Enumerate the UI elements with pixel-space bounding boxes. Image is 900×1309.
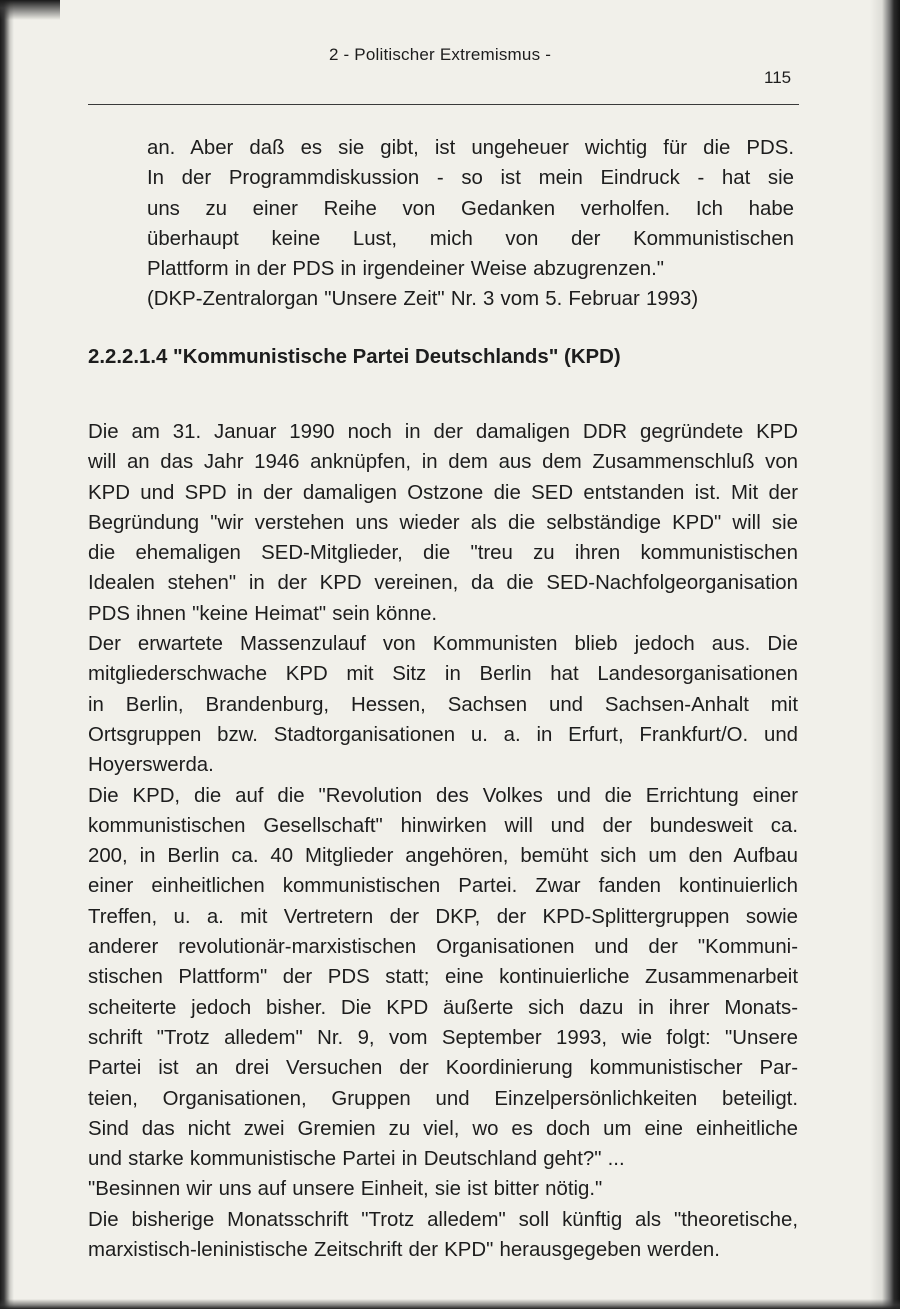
body-line: stischen Plattform" der PDS statt; eine kontinuierliche Zusammenarbeit <box>88 966 798 989</box>
scan-edge-right <box>870 0 900 1309</box>
body-line: scheiterte jedoch bisher. Die KPD äußerte sich dazu in ihrer Monats- <box>88 996 798 1019</box>
page-number: 115 <box>764 68 792 87</box>
body-line: Die KPD, die auf die "Revolution des Volkes und die Errichtung einer <box>88 784 798 807</box>
body-line: teien, Organisationen, Gruppen und Einzelpersönlichkeiten beteiligt. <box>88 1087 798 1110</box>
body-line: will an das Jahr 1946 anknüpfen, in dem aus dem Zusammenschluß von <box>88 451 798 474</box>
scan-edge-left <box>0 0 14 1309</box>
body-line: die ehemaligen SED-Mitglieder, die "treu zu ihren kommunistischen <box>88 542 798 565</box>
body-text <box>88 417 798 1265</box>
body-line: anderer revolutionär-marxistischen Organisationen und der "Kommuni- <box>88 936 798 959</box>
body-line: in Berlin, Brandenburg, Hessen, Sachsen und Sachsen-Anhalt mit <box>88 693 798 716</box>
body-line: und starke kommunistische Partei in Deutschland geht?" ... <box>88 1148 625 1171</box>
body-line: marxistisch-leninistische Zeitschrift der KPD" herausgegeben werden. <box>88 1239 720 1262</box>
scan-edge-bottom <box>0 1299 900 1309</box>
body-line: schrift "Trotz alledem" Nr. 9, vom September 1993, wie folgt: "Unsere <box>88 1026 798 1049</box>
body-line: Ortsgruppen bzw. Stadtorganisationen u. a. in Erfurt, Frankfurt/O. und <box>88 723 798 746</box>
body-line: KPD und SPD in der damaligen Ostzone die SED entstanden ist. Mit der <box>88 481 798 504</box>
quote-line: überhaupt keine Lust, mich von der Kommunistischen <box>147 227 794 250</box>
body-line: "Besinnen wir uns auf unsere Einheit, sie ist bitter nötig." <box>88 1178 603 1201</box>
body-line: Die bisherige Monatsschrift "Trotz alledem" soll künftig als "theoretische, <box>88 1208 798 1231</box>
section-heading: 2.2.2.1.4 "Kommunistische Partei Deutschlands" (KPD) <box>88 346 621 368</box>
body-line: Partei ist an drei Versuchen der Koordinierung kommunistischer Par- <box>88 1057 798 1080</box>
quote-line: uns zu einer Reihe von Gedanken verholfen. Ich habe <box>147 197 794 220</box>
body-line: einer einheitlichen kommunistischen Partei. Zwar fanden kontinuierlich <box>88 875 798 898</box>
body-line: Der erwartete Massenzulauf von Kommunisten blieb jedoch aus. Die <box>88 633 798 656</box>
quote-line: In der Programmdiskussion - so ist mein Eindruck - hat sie <box>147 167 794 190</box>
body-line: 200, in Berlin ca. 40 Mitglieder angehören, bemüht sich um den Aufbau <box>88 845 798 868</box>
body-line: mitgliederschwache KPD mit Sitz in Berlin hat Landesorganisationen <box>88 663 798 686</box>
body-line: Begründung "wir verstehen uns wieder als die selbständige KPD" will sie <box>88 511 798 534</box>
body-line: Idealen stehen" in der KPD vereinen, da die SED-Nachfolgeorganisation <box>88 572 798 595</box>
header-rule <box>88 104 799 105</box>
scan-edge-top <box>0 0 60 20</box>
body-line: Sind das nicht zwei Gremien zu viel, wo es doch um eine einheitliche <box>88 1117 798 1140</box>
body-line: Hoyerswerda. <box>88 754 214 777</box>
body-line: PDS ihnen "keine Heimat" sein könne. <box>88 602 438 625</box>
body-line: Die am 31. Januar 1990 noch in der damaligen DDR gegründete KPD <box>88 421 798 443</box>
quote-line: Plattform in der PDS in irgendeiner Weise abzugrenzen." <box>147 258 664 281</box>
body-line: kommunistischen Gesellschaft" hinwirken will und der bundesweit ca. <box>88 814 798 837</box>
quote-source: (DKP-Zentralorgan "Unsere Zeit" Nr. 3 vom 5. Februar 1993) <box>147 288 699 311</box>
running-header: 2 - Politischer Extremismus - <box>328 45 552 64</box>
quote-block <box>147 133 794 315</box>
body-line: Treffen, u. a. mit Vertretern der DKP, der KPD-Splittergruppen sowie <box>88 905 798 928</box>
quote-line: an. Aber daß es sie gibt, ist ungeheuer wichtig für die PDS. <box>147 137 794 159</box>
